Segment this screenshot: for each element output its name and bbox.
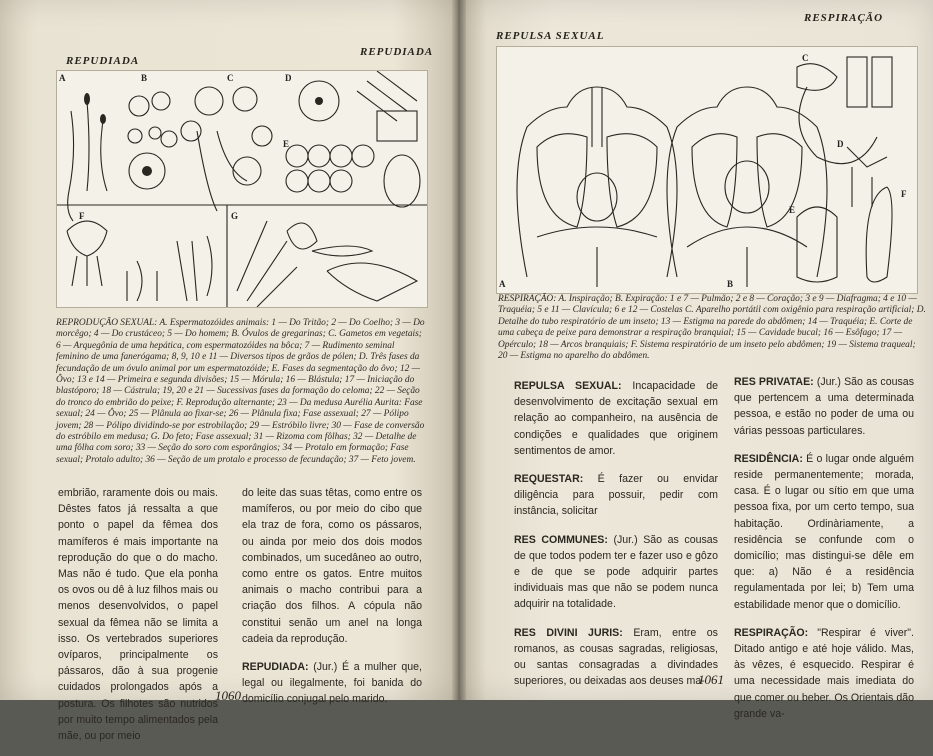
fig-letter-b: B: [727, 279, 734, 289]
entry-respiracao: [734, 625, 914, 722]
fig-letter-b: B: [141, 73, 148, 83]
fig-letter-c: C: [802, 53, 809, 63]
entry-term: RESPIRAÇÃO:: [734, 626, 809, 639]
entry-term: REQUESTAR:: [514, 473, 584, 486]
entry-term: REPULSA SEXUAL:: [514, 380, 622, 392]
reproduction-drawing: [57, 71, 427, 307]
right-page: [458, 0, 933, 720]
entry-term: RES DIVINI JURIS:: [514, 626, 623, 639]
fig-letter-g: G: [231, 211, 239, 221]
reproduction-illustration: [56, 70, 428, 308]
left-page-number: 1060: [215, 688, 241, 703]
entry-res-divini-juris: [514, 625, 718, 690]
entry-text: (Jur.) São as cousas de que todos podem ter e fazer uso e gôzo e de que se pode adquirir partes individuais mas que não se podem nunca adquirir na totalidade.: [514, 533, 718, 611]
fig-letter-d: D: [837, 139, 844, 149]
entry-text: É fazer ou envidar diligência para possuir, pedir com instância, solicitar: [514, 473, 718, 518]
left-col2-text: do leite das suas têtas, como entre os mamíferos, ou por meio do cibo que ela traz de fora, como os pássaros, ou ainda por meio dos dois modos combinados, um sucedâneo ao outro, como entre os gatos. Entre muitos animais o macho contribui para a criação dos filhos. A cópula não constitui senão um anel na longa cadeia da reprodução.: [242, 487, 422, 645]
right-running-head-right: RESPIRAÇÃO: [804, 12, 884, 24]
right-running-head-left: REPULSA SEXUAL: [496, 30, 605, 42]
fig-letter-e: E: [283, 139, 290, 149]
left-column-1: [58, 485, 218, 756]
left-col1-text: embrião, raramente dois ou mais. Dêstes fatos já ressalta a que ponto o papel da fêmea dos mamíferos é mais importante na reprodução do que o do macho. Mas não é tudo. Que ela ponha os ovos ou dê à luz filhos mais ou menos desenvolvidos, o papel sexual da fêmea não se limita a isso. Os vertebrados superiores ovíparos, principalmente os pássaros, dão à sua progenie cuidados prolongados após a postura. Os filhotes são nutridos por muito tempo alimentados pela mãe, ou por meio: [58, 487, 218, 743]
left-column-2: [242, 485, 422, 720]
entry-text: (Jur.) São as cousas que pertencem a uma determinada pessoa, e estão no poder de uma ou várias pessoas particulares.: [734, 376, 914, 437]
entry-requestar: [514, 471, 718, 520]
fig-letter-f: F: [901, 189, 907, 199]
fig-letter-d: D: [285, 73, 292, 83]
reproduction-caption: REPRODUÇÃO SEXUAL: A. Espermatozóides animais: 1 — Do Tritão; 2 — Do Coelho; 3 — Do morcêgo; 4 — Do crustáceo; 5 — Do homem; B. Óvulos de gregarinas; C. Gametos em vegetais; 6 — Arquegônia de uma hepática, com espermatozóides na bôca; 7 — Rudimento seminal feminino de uma fanerógama; 8, 9, 10 e 11 — Diversos tipos de grãos de pólen; D. Três fases da fecundação de um óvulo animal por um espermatozóide; E. Fases da segmentação do ôvo; 12 — Ôvo; 13 e 14 — Primeira e segunda divisões; 15 — Mórula; 16 — Blástula; 17 — Iniciação do blastóporo; 18 — Cástrula; 19, 20 e 21 — Sucessivas fases da formação do celoma; 22 — Seção do tronco do embrião do peixe; F. Reprodução alternante; 23 — Da medusa Aurélia Aurita: Fase sexual; 24 — Ôvo; 25 — Plânula ao fixar-se; 26 — Plânula fixa; Fase assexual; 27 — Pólipo jovem; 28 — Pólipo dividindo-se por estrobilação; 29 — Estróbilo livre; 30 — Fase de conversão do estróbilo em medusa; G. Do feto; Fase assexual; 31 — Rizoma com fôlhas; 32 — Detalhe de uma fôlha com soro; 33 — Seção do soro com esporângios; 34 — Protalo em formação; Fase sexual; Protalo adulto; 36 — Seção de um protalo e processo de fecundação; 37 — Feto jovem.: [56, 318, 425, 465]
fig-letter-f: F: [79, 211, 85, 221]
left-running-head: REPUDIADA: [66, 55, 140, 67]
entry-term: REPUDIADA:: [242, 661, 309, 674]
respiration-drawing: [497, 47, 917, 293]
right-page-number: 1061: [698, 672, 724, 687]
entry-repulsa-sexual: [514, 378, 718, 459]
entry-res-privatae: [734, 374, 914, 439]
fig-letter-a: A: [499, 279, 506, 289]
entry-term: RES COMMUNES:: [514, 533, 608, 546]
entry-text: Incapacidade de desenvolvimento de excitação sexual em relação ao companheiro, na ausência de condições e qualidades que originem sentimentos de amor.: [514, 380, 718, 457]
entry-repudiada: [242, 659, 422, 708]
entry-text: (Jur.) É a mulher que, legal ou ilegalmente, foi banida do domicílio conjugal pelo marido.: [242, 661, 422, 706]
right-column-1: [514, 378, 718, 701]
entry-residencia: [734, 451, 914, 613]
fig-letter-e: E: [789, 205, 796, 215]
entry-term: RESIDÊNCIA:: [734, 452, 803, 465]
book-gutter: [452, 0, 466, 700]
fig-letter-a: A: [59, 73, 66, 83]
entry-term: RES PRIVATAE:: [734, 376, 814, 388]
entry-text: "Respirar é viver". Ditado antigo e até hoje válido. Mas, às vêzes, é esquecido. Respirar é uma necessidade mais imediata do que comer ou beber. Os Orientais dão grande va-: [734, 626, 914, 720]
left-page: [0, 0, 462, 743]
entry-res-communes: [514, 532, 718, 613]
respiration-caption: RESPIRAÇÃO: A. Inspiração; B. Expiração: 1 e 7 — Pulmão; 2 e 8 — Coração; 3 e 9 — Diafragma; 4 e 10 — Traquéia; 5 e 11 — Clavícula; 6 e 12 — Costelas C. Aparelho portátil com oxigênio para respiração artificial; D. Detalhe do tubo respiratório de um inseto; 13 — Estigma na parede do abdômen; 14 — Traquéia; E. Corte de uma cabeça de peixe para demonstrar a respiração branquial; 15 — Cavidade bucal; 16 — Esôfago; 17 — Opérculo; 18 — Arcos branquiais; F. Sistema respiratório de um inseto pelo abdômen; 19 — Sistema traqueal; 20 — Estigma no aparelho do abdômen.: [498, 294, 926, 362]
left-running-head-right: REPUDIADA: [360, 46, 434, 58]
fig-letter-c: C: [227, 73, 234, 83]
right-column-2: [734, 374, 914, 734]
respiration-illustration: [496, 46, 918, 294]
entry-text: Eram, entre os romanos, as cousas sagradas, religiosas, ou santas consagradas a divindades superiores, ou deixadas aos deuses ma-: [514, 626, 718, 688]
entry-text: É o lugar onde alguém reside permanentemente; morada, casa. É o lugar ou sítio em que uma pessoa fixa, por um certo tempo, sua habitação. Ordinàriamente, a residência se confunde com o domicílio; mas distingui-se dêle em que: a) Não é a residência regulamentada por lei; b) Tem uma estabilidade menor que o domicílio.: [734, 452, 914, 611]
